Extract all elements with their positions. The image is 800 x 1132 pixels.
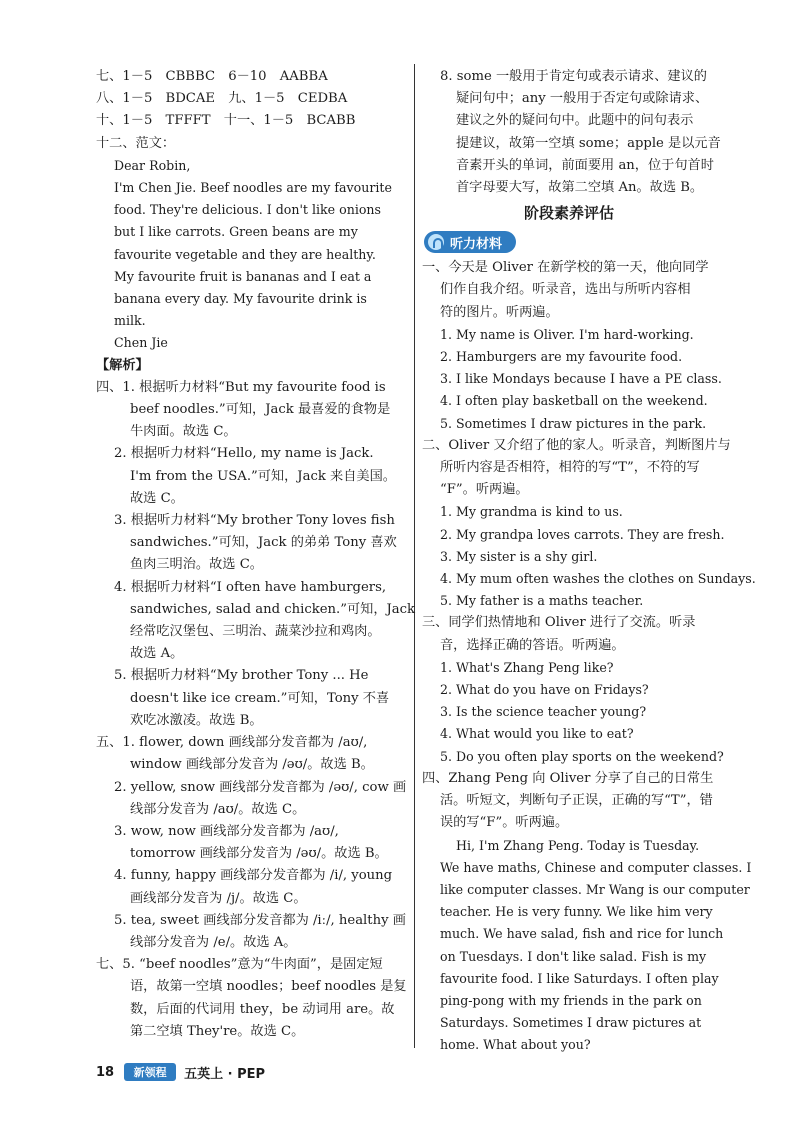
page-number: 18 [96, 1064, 115, 1080]
list-item: 2. What do you have on Fridays? [440, 682, 649, 698]
essay-line: banana every day. My favourite drink is [114, 291, 367, 307]
analysis-line: 5. tea, sweet 画线部分发音都为 /iː/, healthy 画 [114, 912, 406, 928]
passage-line: ping-pong with my friends in the park on [440, 992, 702, 1008]
list-item: 2. My grandpa loves carrots. They are fresh. [440, 526, 725, 542]
analysis-line: 线部分发音为 /aʊ/。故选 C。 [130, 801, 306, 817]
book-label: 五英上 · PEP [184, 1066, 266, 1082]
question-head: 们作自我介绍。听录音，选出与所听内容相 [440, 282, 691, 298]
left-column [96, 66, 416, 1043]
list-item: 5. Sometimes I draw pictures in the park. [440, 415, 707, 431]
answer-line: 八、1－5 BDCAE 九、1－5 CEDBA [96, 91, 348, 107]
question-head: 四、Zhang Peng 向 Oliver 分享了自己的日常生 [422, 770, 714, 786]
passage-line: favourite food. I like Saturdays. I often play [440, 970, 719, 986]
analysis-line: 牛肉面。故选 C。 [130, 424, 237, 440]
right-column [422, 66, 756, 1057]
analysis-line: 2. yellow, snow 画线部分发音都为 /əʊ/, cow 画 [114, 779, 407, 795]
list-item: 1. My name is Oliver. I'm hard-working. [440, 326, 694, 342]
passage-line: teacher. He is very funny. We like him very [440, 904, 713, 920]
passage-line: Hi, I'm Zhang Peng. Today is Tuesday. [456, 837, 700, 853]
question-head: 符的图片。听两遍。 [440, 304, 559, 320]
passage-line: much. We have salad, fish and rice for lunch [440, 926, 724, 942]
note-line: 首字母要大写，故第二空填 An。故选 B。 [456, 180, 704, 196]
essay-line: My favourite fruit is bananas and I eat a [114, 268, 372, 284]
analysis-line: 欢吃冰激凌。故选 B。 [130, 712, 263, 728]
question-head: “F”。听两遍。 [440, 482, 529, 498]
analysis-line: 3. 根据听力材料“My brother Tony loves fish [114, 513, 395, 529]
analysis-line: 第二空填 They're。故选 C。 [130, 1023, 305, 1039]
analysis-line: 七、5. “beef noodles”意为“牛肉面”，是固定短 [96, 957, 383, 973]
essay-line: milk. [114, 313, 146, 329]
page-footer [96, 1060, 265, 1084]
analysis-line: sandwiches.”可知，Jack 的弟弟 Tony 喜欢 [130, 535, 397, 551]
analysis-line: 故选 C。 [130, 490, 184, 506]
question-head: 一、今天是 Oliver 在新学校的第一天，他向同学 [422, 260, 709, 276]
list-item: 3. Is the science teacher young? [440, 704, 647, 720]
analysis-heading: 【解析】 [96, 357, 149, 373]
analysis-line: 四、1. 根据听力材料“But my favourite food is [96, 379, 386, 395]
question-head: 三、同学们热情地和 Oliver 进行了交流。听录 [422, 615, 696, 631]
passage-line: home. What about you? [440, 1037, 591, 1053]
analysis-line: 4. 根据听力材料“I often have hamburgers, [114, 579, 387, 595]
analysis-line: window 画线部分发音为 /əʊ/。故选 B。 [130, 757, 374, 773]
analysis-line: 3. wow, now 画线部分发音都为 /aʊ/, [114, 823, 339, 839]
passage-line: on Tuesdays. I don't like salad. Fish is my [440, 948, 707, 964]
analysis-line: 5. 根据听力材料“My brother Tony ... He [114, 668, 369, 684]
essay-line: favourite vegetable and they are healthy. [114, 246, 376, 262]
analysis-line: 数，后面的代词用 they，be 动词用 are。故 [130, 1001, 395, 1017]
analysis-line: 线部分发音为 /e/。故选 A。 [130, 934, 297, 950]
essay-heading: 十二、范文： [96, 135, 176, 151]
analysis-line: I'm from the USA.”可知，Jack 来自美国。 [130, 468, 396, 484]
note-line: 8. some 一般用于肯定句或表示请求、建议的 [440, 69, 707, 84]
answer-line: 七、1－5 CBBBC 6－10 AABBA [96, 69, 328, 84]
publisher-logo: 新领程 [124, 1063, 176, 1081]
essay-line: but I like carrots. Green beans are my [114, 224, 358, 240]
analysis-line: sandwiches, salad and chicken.”可知，Jack [130, 601, 416, 617]
question-head: 所听内容是否相符，相符的写“T”，不符的写 [440, 460, 700, 476]
question-head: 误的写“F”。听两遍。 [440, 815, 569, 831]
listening-material-badge [424, 231, 516, 253]
list-item: 1. My grandma is kind to us. [440, 504, 623, 520]
note-line: 疑问句中；any 一般用于否定句或除请求、 [456, 91, 709, 107]
passage-line: We have maths, Chinese and computer classes. I [440, 859, 752, 875]
essay-signature: Chen Jie [114, 335, 168, 351]
answer-line: 十、1－5 TFFFT 十一、1－5 BCABB [96, 113, 356, 129]
passage-line: like computer classes. Mr Wang is our computer [440, 881, 750, 897]
section-heading: 阶段素养评估 [523, 204, 614, 223]
analysis-line: 经常吃汉堡包、三明治、蔬菜沙拉和鸡肉。 [130, 624, 381, 640]
essay-line: Dear Robin, [114, 157, 191, 173]
list-item: 4. What would you like to eat? [440, 726, 634, 742]
analysis-line: 语，故第一空填 noodles；beef noodles 是复 [130, 979, 407, 995]
analysis-line: 4. funny, happy 画线部分发音都为 /i/, young [114, 868, 393, 884]
list-item: 3. I like Mondays because I have a PE class. [440, 371, 722, 387]
analysis-line: 故选 A。 [130, 646, 184, 662]
question-head: 音，选择正确的答语。听两遍。 [440, 637, 625, 653]
list-item: 1. What's Zhang Peng like? [440, 659, 614, 675]
note-line: 提建议，故第一空填 some；apple 是以元音 [456, 135, 721, 151]
list-item: 5. My father is a maths teacher. [440, 593, 644, 609]
passage-line: Saturdays. Sometimes I draw pictures at [440, 1015, 702, 1031]
essay-line: food. They're delicious. I don't like onions [114, 202, 382, 218]
headphone-icon [428, 234, 444, 250]
list-item: 2. Hamburgers are my favourite food. [440, 349, 683, 365]
question-head: 二、Oliver 又介绍了他的家人。听录音，判断图片与 [422, 437, 731, 453]
column-divider [414, 64, 415, 1048]
note-line: 建议之外的疑问句中。此题中的问句表示 [456, 113, 694, 129]
analysis-line: doesn't like ice cream.”可知，Tony 不喜 [130, 690, 390, 706]
question-head: 活。听短文，判断句子正误，正确的写“T”，错 [440, 793, 713, 809]
note-line: 音素开头的单词，前面要用 an，位于句首时 [456, 157, 714, 173]
list-item: 4. I often play basketball on the weekend. [440, 393, 708, 409]
analysis-line: beef noodles.”可知，Jack 最喜爱的食物是 [130, 402, 391, 418]
analysis-line: 鱼肉三明治。故选 C。 [130, 557, 263, 573]
list-item: 5. Do you often play sports on the weekend? [440, 748, 724, 764]
analysis-line: 画线部分发音为 /j/。故选 C。 [130, 890, 307, 906]
analysis-line: tomorrow 画线部分发音为 /əʊ/。故选 B。 [130, 846, 388, 862]
badge-label: 听力材料 [450, 236, 503, 252]
essay-line: I'm Chen Jie. Beef noodles are my favourite [114, 180, 392, 196]
analysis-line: 2. 根据听力材料“Hello, my name is Jack. [114, 446, 374, 462]
list-item: 4. My mum often washes the clothes on Sundays. [440, 571, 756, 587]
analysis-line: 五、1. flower, down 画线部分发音都为 /aʊ/, [96, 735, 368, 751]
list-item: 3. My sister is a shy girl. [440, 548, 598, 564]
